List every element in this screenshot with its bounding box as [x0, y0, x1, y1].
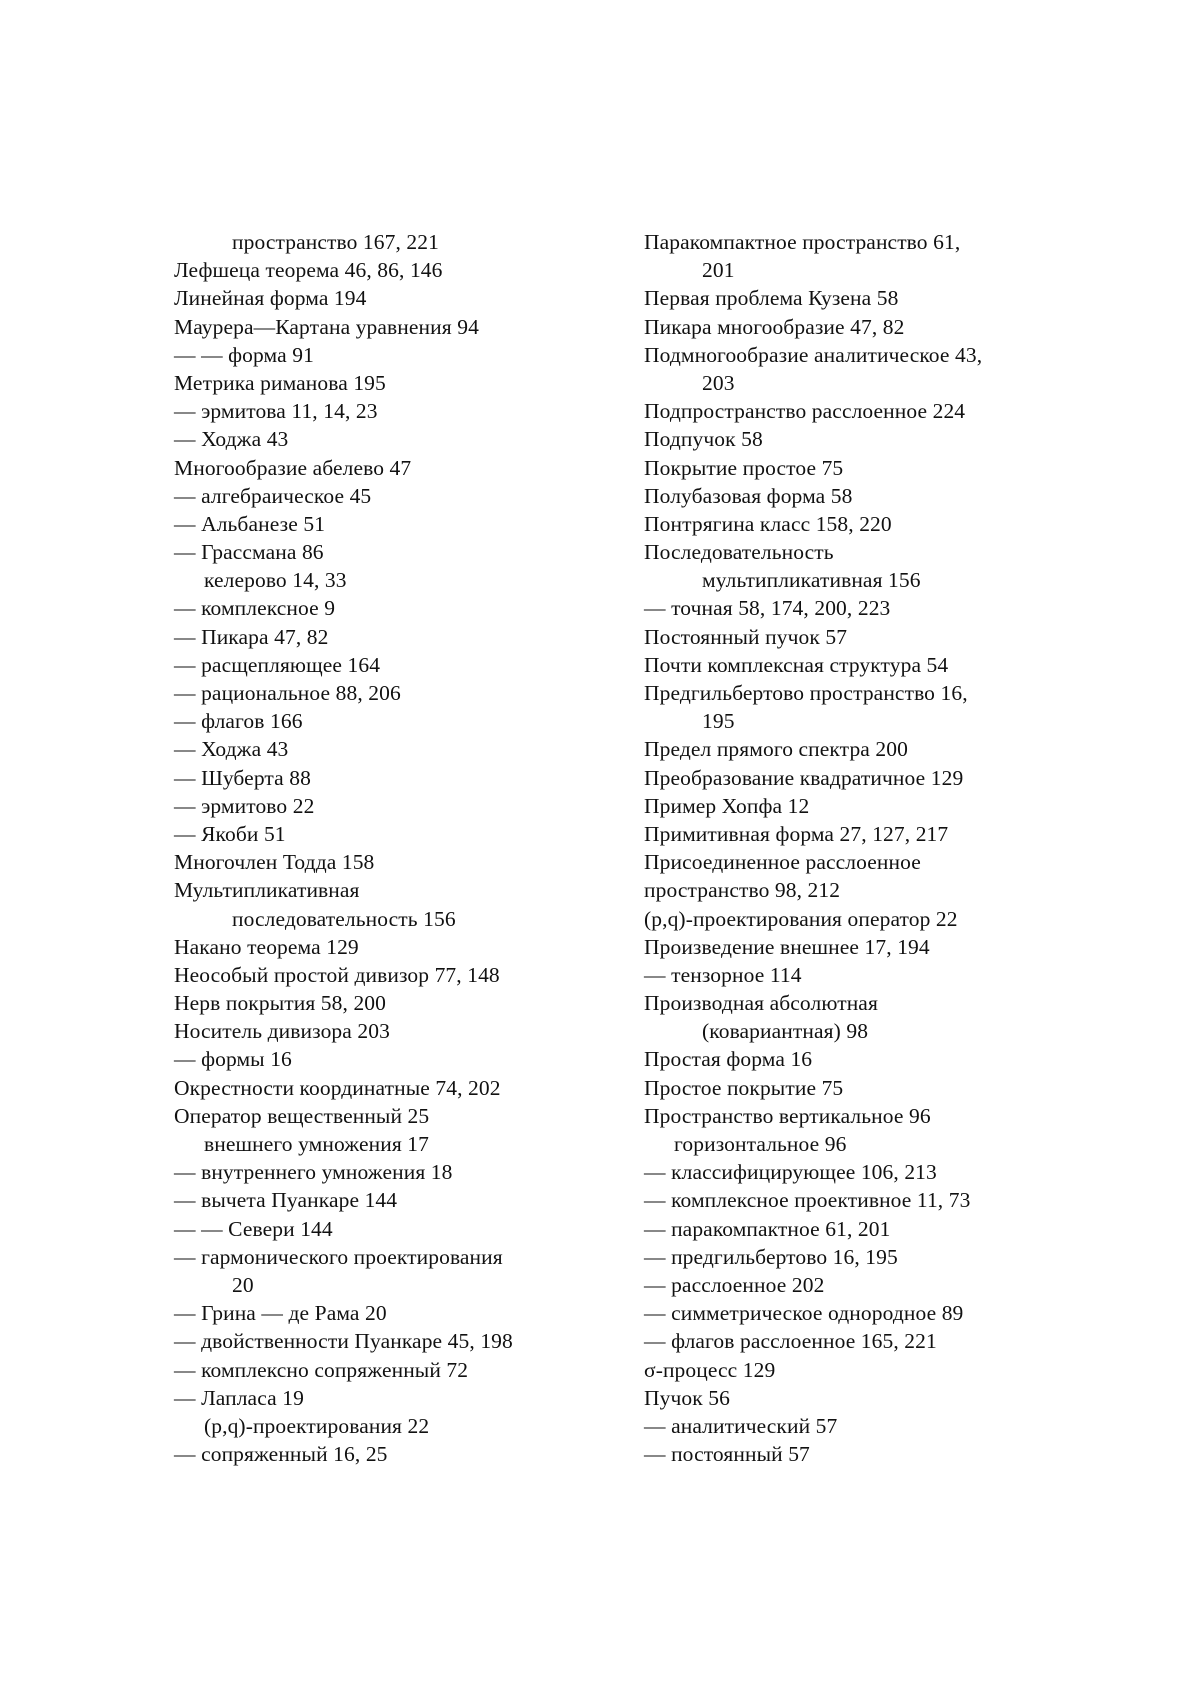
- index-entry: последовательность 156: [232, 906, 456, 931]
- index-entry: — формы 16: [174, 1047, 292, 1072]
- index-entry: — флагов 166: [174, 709, 303, 734]
- index-entry: — комплексное 9: [174, 596, 336, 621]
- index-entry: — сопряженный 16, 25: [174, 1442, 388, 1467]
- index-entry: — расслоенное 202: [644, 1272, 825, 1297]
- index-entry: Подпространство расслоенное 224: [644, 399, 966, 424]
- index-entry: Последовательность: [644, 540, 834, 565]
- index-entry: — Альбанезе 51: [174, 511, 326, 536]
- index-entry: 201: [702, 258, 735, 283]
- index-entry: Полубазовая форма 58: [644, 483, 853, 508]
- index-entry: Подпучок 58: [644, 427, 763, 452]
- index-entry: — Пикара 47, 82: [174, 624, 329, 649]
- index-entry: Простая форма 16: [644, 1047, 813, 1072]
- index-entry: — Шуберта 88: [174, 765, 311, 790]
- index-entry: — алгебраическое 45: [174, 483, 372, 508]
- index-entry: Первая проблема Кузена 58: [644, 286, 899, 311]
- index-entry: — вычета Пуанкаре 144: [174, 1188, 398, 1213]
- index-entry: Постоянный пучок 57: [644, 624, 848, 649]
- index-entry: — симметрическое однородное 89: [644, 1301, 964, 1326]
- index-entry: Преобразование квадратичное 129: [644, 765, 964, 790]
- index-entry: Оператор вещественный 25: [174, 1103, 430, 1128]
- index-entry: — точная 58, 174, 200, 223: [644, 596, 891, 621]
- index-entry: Понтрягина класс 158, 220: [644, 511, 892, 536]
- index-entry: Присоединенное расслоенное: [644, 850, 921, 875]
- index-entry: — Лапласа 19: [174, 1385, 304, 1410]
- index-entry: Произведение внешнее 17, 194: [644, 934, 930, 959]
- index-entry: Предел прямого спектра 200: [644, 737, 908, 762]
- index-entry: Покрытие простое 75: [644, 455, 844, 480]
- index-entry: — постоянный 57: [644, 1442, 810, 1467]
- index-entry: 203: [702, 370, 735, 395]
- index-column-right: [644, 228, 1064, 1468]
- index-entry: Лефшеца теорема 46, 86, 146: [174, 258, 443, 283]
- index-entry: Накано теорема 129: [174, 934, 359, 959]
- index-entry: Окрестности координатные 74, 202: [174, 1075, 501, 1100]
- index-entry: — Грина — де Рама 20: [174, 1301, 387, 1326]
- index-entry: — флагов расслоенное 165, 221: [644, 1329, 937, 1354]
- index-entry: Паракомпактное пространство 61,: [644, 230, 961, 254]
- index-entry: — паракомпактное 61, 201: [644, 1216, 891, 1241]
- index-entry: — эрмитова 11, 14, 23: [174, 399, 378, 424]
- index-entry: Подмногообразие аналитическое 43,: [644, 342, 983, 367]
- index-entry: — предгильбертово 16, 195: [644, 1244, 898, 1269]
- index-entry: мультипликативная 156: [702, 568, 921, 593]
- index-entry: келерово 14, 33: [204, 568, 347, 593]
- index-column-left: [174, 228, 594, 1468]
- index-entry: — — форма 91: [174, 342, 314, 367]
- index-entry: — — Севери 144: [174, 1216, 333, 1241]
- index-entry: — расщепляющее 164: [174, 652, 381, 677]
- index-entry: — рациональное 88, 206: [174, 681, 401, 705]
- index-entry: Производная абсолютная: [644, 991, 878, 1016]
- index-entry: (ковариантная) 98: [702, 1019, 869, 1044]
- index-entry: (p,q)-проектирования оператор 22: [644, 906, 958, 931]
- index-entry: Многообразие абелево 47: [174, 455, 412, 480]
- index-entry: Метрика риманова 195: [174, 370, 386, 395]
- index-entry: Многочлен Тодда 158: [174, 850, 375, 875]
- index-entry: Пример Хопфа 12: [644, 793, 810, 818]
- index-entry: Нерв покрытия 58, 200: [174, 991, 387, 1016]
- index-entry: — двойственности Пуанкаре 45, 198: [174, 1329, 513, 1354]
- index-entry: Пикара многообразие 47, 82: [644, 314, 905, 339]
- index-entry: Неособый простой дивизор 77, 148: [174, 962, 500, 987]
- index-entry: пространство 98, 212: [644, 878, 841, 903]
- index-entry: — комплексно сопряженный 72: [174, 1357, 469, 1382]
- index-entry: — внутреннего умножения 18: [174, 1160, 453, 1185]
- index-entry: Почти комплексная структура 54: [644, 652, 949, 677]
- index-entry: горизонтальное 96: [674, 1132, 847, 1156]
- index-entry: Пучок 56: [644, 1385, 730, 1410]
- index-entry: (p,q)-проектирования 22: [204, 1413, 430, 1438]
- index-entry: — Ходжа 43: [174, 427, 289, 452]
- index-entry: — тензорное 114: [644, 962, 802, 987]
- index-entry: пространство 167, 221: [232, 230, 439, 254]
- index-entry: — Якоби 51: [174, 821, 286, 846]
- index-entry: внешнего умножения 17: [204, 1132, 429, 1156]
- index-entry: Предгильбертово пространство 16,: [644, 681, 968, 705]
- index-entry: — классифицирующее 106, 213: [644, 1160, 937, 1185]
- index-entry: Простое покрытие 75: [644, 1075, 844, 1100]
- index-entry: Линейная форма 194: [174, 286, 367, 311]
- index-entry: — Ходжа 43: [174, 737, 289, 762]
- index-entry: — аналитический 57: [644, 1413, 838, 1438]
- index-entry: — эрмитово 22: [174, 793, 315, 818]
- index-entry: Мультипликативная: [174, 878, 360, 903]
- index-entry: — гармонического проектирования: [174, 1244, 503, 1269]
- index-entry: — комплексное проективное 11, 73: [644, 1188, 971, 1213]
- index-entry: Маурера—Картана уравнения 94: [174, 314, 479, 339]
- index-entry: 195: [702, 709, 735, 734]
- index-entry: Пространство вертикальное 96: [644, 1103, 931, 1128]
- index-entry: Носитель дивизора 203: [174, 1019, 390, 1044]
- index-entry: 20: [232, 1272, 254, 1297]
- index-entry: σ-процесс 129: [644, 1357, 776, 1382]
- index-entry: — Грассмана 86: [174, 540, 324, 565]
- index-entry: Примитивная форма 27, 127, 217: [644, 821, 949, 846]
